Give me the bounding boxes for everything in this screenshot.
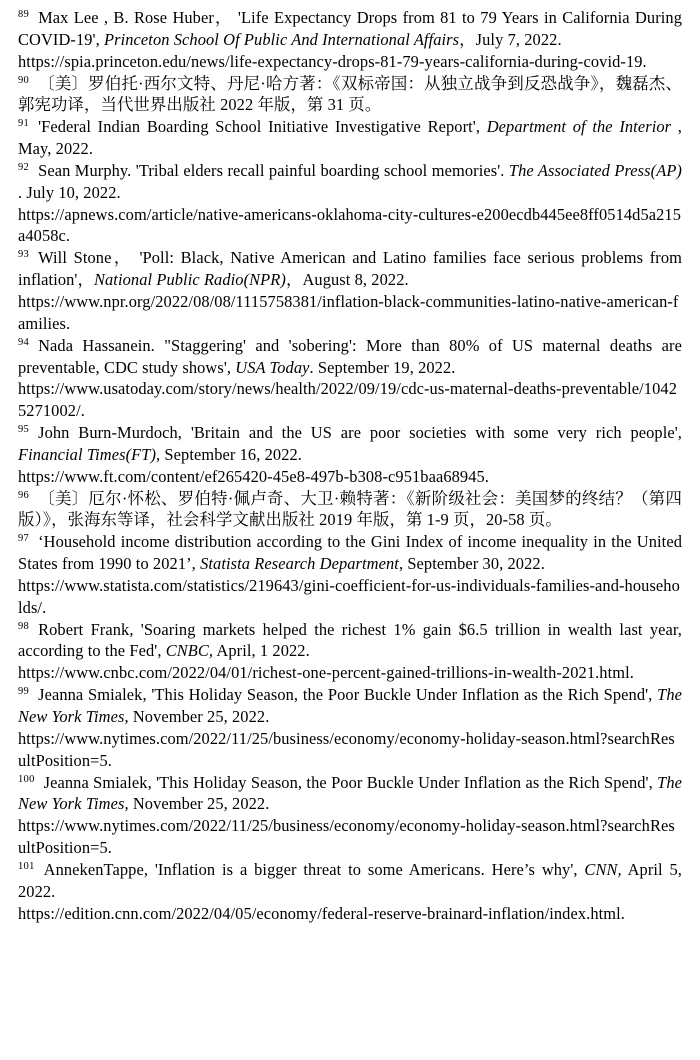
source-title: Princeton School Of Public And International Affairs — [104, 29, 460, 49]
source-title: USA Today — [235, 357, 310, 377]
footnote-text: Nada Hassanein. "Staggering' and 'sobering': More than 80% of US maternal deaths are preventable, CDC study shows', — [18, 335, 682, 377]
footnote-url: https://www.usatoday.com/story/news/health/2022/09/19/cdc-us-maternal-deaths-preventable/10425271002/. — [18, 379, 677, 421]
footnote-text: Jeanna Smialek, 'This Holiday Season, the Poor Buckle Under Inflation as the Rich Spend', — [38, 685, 658, 705]
footnote-text: September 16, 2022. — [160, 444, 302, 464]
footnote-text: Will Stone， 'Poll: Black, Native American and Latino families face serious problems from inflation'， — [18, 248, 682, 290]
footnote-item — [18, 116, 682, 160]
footnote-url: https://www.statista.com/statistics/219643/gini-coefficient-for-us-individuals-families-and-households/. — [18, 575, 680, 617]
footnote-number: 98 — [18, 620, 30, 632]
footnote-text: . July 10, 2022. — [18, 182, 121, 202]
footnote-url: https://spia.princeton.edu/news/life-expectancy-drops-81-79-years-california-during-covid-19. — [18, 51, 647, 71]
source-title: Department of the Interior — [486, 117, 672, 137]
footnote-number: 93 — [18, 249, 30, 261]
footnote-url: https://edition.cnn.com/2022/04/05/economy/federal-reserve-brainard-inflation/index.html. — [18, 903, 625, 923]
footnote-number: 89 — [18, 9, 30, 20]
footnote-number: 91 — [18, 118, 30, 130]
footnote-text: . September 19, 2022. — [309, 357, 456, 377]
footnote-number: 99 — [18, 686, 30, 698]
footnote-text: April, 1 2022. — [213, 641, 310, 661]
footnote-number: 96 — [18, 489, 30, 501]
footnote-item — [18, 772, 682, 859]
footnote-number: 90 — [18, 74, 30, 86]
footnote-text: Robert Frank, 'Soaring markets helped the richest 1% gain $6.5 trillion in wealth last year, according to the Fed', — [18, 619, 682, 661]
footnote-item — [18, 73, 682, 117]
footnote-text: 〔美〕罗伯托·西尔文特、丹尼·哈方著：《双标帝国：从独立战争到反恐战争》，魏磊杰、郭宪功译，当代世界出版社 2022 年版，第 31 页。 — [18, 73, 682, 115]
footnote-number: 92 — [18, 161, 30, 173]
footnote-url: https://www.nytimes.com/2022/11/25/business/economy/economy-holiday-season.html?searchResultPosition=5. — [18, 816, 675, 858]
footnote-item — [18, 422, 682, 488]
source-title: Statista Research Department — [200, 554, 399, 574]
footnote-url: https://www.npr.org/2022/08/08/1115758381/inflation-black-communities-latino-native-american-families. — [18, 291, 679, 333]
footnote-text: Max Lee , B. Rose Huber， 'Life Expectancy Drops from 81 to 79 Years in California During COVID-19', — [18, 8, 682, 49]
source-title: CNBC, — [165, 641, 214, 661]
source-title: National Public Radio(NPR) — [93, 270, 286, 290]
footnote-item — [18, 7, 682, 73]
footnote-number: 100 — [18, 773, 35, 785]
footnote-text: , September 30, 2022. — [398, 554, 545, 574]
source-title: Financial Times(FT), — [18, 444, 161, 464]
footnote-text: John Burn-Murdoch, 'Britain and the US are poor societies with some very rich people', — [38, 423, 682, 443]
source-title: CNN, — [584, 859, 622, 879]
footnote-item — [18, 531, 682, 618]
footnote-item — [18, 247, 682, 334]
footnote-text: April 5, 2022. — [18, 859, 682, 901]
footnote-text: ，August 8, 2022. — [285, 270, 409, 290]
footnote-list — [18, 7, 682, 924]
footnote-number: 97 — [18, 533, 30, 545]
footnote-text: ，July 7, 2022. — [459, 29, 562, 49]
footnote-text: Jeanna Smialek, 'This Holiday Season, the Poor Buckle Under Inflation as the Rich Spend', — [43, 772, 658, 792]
footnote-item — [18, 859, 682, 925]
source-title: The New York Times — [18, 685, 682, 726]
footnote-text: , May, 2022. — [18, 117, 682, 159]
footnote-text: 'Federal Indian Boarding School Initiative Investigative Report', — [38, 117, 487, 137]
footnote-item — [18, 335, 682, 422]
footnote-text: , November 25, 2022. — [124, 707, 270, 726]
footnote-item — [18, 488, 682, 532]
footnote-text: November 25, 2022. — [128, 794, 270, 814]
footnote-number: 95 — [18, 424, 30, 436]
footnote-url: https://www.nytimes.com/2022/11/25/business/economy/economy-holiday-season.html?searchResultPosition=5. — [18, 728, 675, 770]
footnote-item — [18, 160, 682, 247]
source-title: The New York Times, — [18, 772, 682, 814]
footnote-text: 〔美〕厄尔·怀松、罗伯特·佩卢奇、大卫·赖特著：《新阶级社会：美国梦的终结？（第四版）》，张海东等译，社会科学文献出版社 2019 年版，第 1-9 页，20-58 页。 — [18, 488, 682, 530]
footnote-number: 94 — [18, 336, 30, 348]
footnote-item — [18, 619, 682, 685]
footnote-url: https://www.cnbc.com/2022/04/01/richest-one-percent-gained-trillions-in-wealth-2021.html. — [18, 663, 634, 683]
footnote-url: https://www.ft.com/content/ef265420-45e8-497b-b308-c951baa68945. — [18, 466, 490, 486]
footnote-text: Sean Murphy. 'Tribal elders recall painful boarding school memories'. — [38, 160, 509, 180]
footnote-url: https://apnews.com/article/native-americans-oklahoma-city-cultures-e200ecdb445ee8ff0514d5a215a4058c. — [18, 204, 682, 246]
source-title: The Associated Press(AP) — [508, 160, 682, 180]
footnote-text: ‘Household income distribution according to the Gini Index of income inequality in the United States from 1990 to 2021’, — [18, 532, 682, 574]
footnote-text: AnnekenTappe, 'Inflation is a bigger threat to some Americans. Here’s why', — [43, 859, 585, 879]
footnote-number: 101 — [18, 860, 35, 872]
footnote-item — [18, 684, 682, 771]
